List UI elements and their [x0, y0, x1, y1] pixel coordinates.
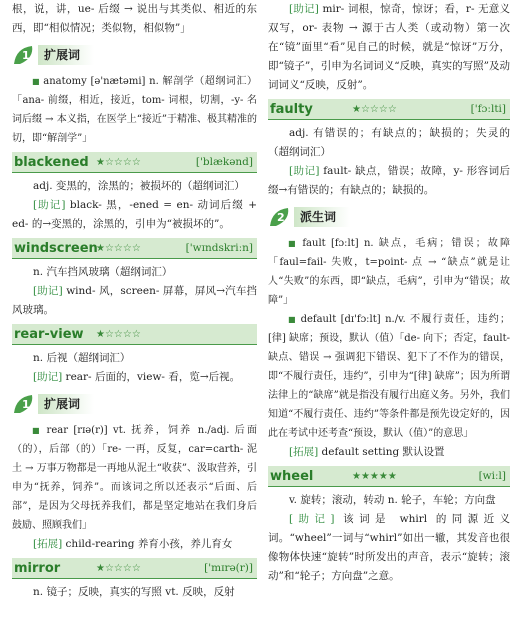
entry-anatomy: ■ anatomy [ə'nætəmi] n. 解剖学（超纲词汇）「ana- 前缀，相近，接近，tom- 词根，切割，-y- 名词后缀 → 本义指，在医学上“接近”于精准、极其精准的切，即“解剖学”」	[12, 76, 257, 144]
headword: wheel	[270, 468, 314, 484]
frequency-stars: ★★★★★	[352, 470, 397, 482]
note-windscreen: [助记] wind- 风，screen- 屏幕，屏风→汽车挡风玻璃。	[12, 285, 257, 316]
section-extended-words-2	[12, 391, 257, 417]
frequency-stars: ★☆☆☆☆	[96, 156, 141, 168]
section-derived-words	[268, 204, 510, 230]
phonetic: ['blækənd]	[195, 156, 253, 168]
headword-bar-rear-view	[12, 324, 257, 345]
note-tag: [助记]	[289, 3, 319, 15]
bullet-icon: ■	[288, 239, 303, 248]
frequency-stars: ★☆☆☆☆	[96, 562, 141, 574]
phonetic: ['fɔːlti]	[470, 103, 506, 115]
headword-bar-wheel	[268, 466, 510, 487]
note-rear-view: [助记] rear- 后面的，view- 看，览→后视。	[33, 371, 241, 383]
headword: mirror	[14, 560, 61, 576]
note-tag: [助记]	[33, 285, 63, 297]
definition-rear-view: n. 后视（超纲词汇）	[33, 352, 131, 364]
section-number-badge	[12, 393, 38, 415]
ext-default: [拓展] default setting 默认设置	[289, 446, 445, 458]
note-tag: [助记]	[289, 513, 335, 525]
bullet-icon: ■	[32, 426, 47, 435]
note-tag: [助记]	[289, 165, 320, 177]
section-label: 扩展词	[38, 394, 94, 414]
headword: rear-view	[14, 326, 84, 342]
frequency-stars: ★☆☆☆☆	[96, 242, 141, 254]
headword: blackened	[14, 154, 89, 170]
section-number-badge	[268, 206, 294, 228]
note-blackened: [助记] black- 黑，-ened = en- 动词后缀 + ed- 的→变黑的，涂黑的，引申为“被损坏的”。	[12, 199, 257, 230]
svg-text:1: 1	[22, 49, 30, 62]
section-extended-words	[12, 42, 257, 68]
note-tag: [助记]	[33, 199, 66, 211]
phonetic: [wiːl]	[478, 470, 506, 482]
entry-rear: ■ rear [rɪə(r)] vt. 抚养，饲养 n./adj. 后面（的），后部（的）「re- 一再，反复，car=carth- 泥土 → 万事万物都是一再地从泥土“收获”、汲取营养，引申为“抚养，饲养”。而该词之所以还表示“后面、后部”，是因为父母抚养我们，都是坚定地站在我们身后鼓励、照顾我们」	[12, 425, 258, 531]
headword-bar-blackened	[12, 152, 257, 173]
section-number-badge	[12, 44, 38, 66]
entry-default: ■ default [dɪ'fɔːlt] n./v. 不履行责任，违约；[律] 缺席；预设，默认（值）「de- 向下；否定，fault- 缺点、错误 → 强调犯下错误、犯下了不作为的错误，即“不履行责任，违约”，引申为“[律] 缺席”；因为所谓法律上的“缺席”就是指没有履行出庭义务。另外，我们知道“不履行责任、违约”等条件都是预先设定好的，因此在考试中还考查“预设，默认（值）”的意思」	[268, 314, 510, 439]
right-column	[268, 0, 510, 586]
bullet-icon: ■	[288, 315, 301, 324]
headword-bar-windscreen	[12, 238, 257, 259]
definition-mirror: n. 镜子；反映，真实的写照 vt. 反映，反射	[33, 586, 235, 598]
frequency-stars: ★☆☆☆☆	[352, 103, 397, 115]
phonetic: ['mɪrə(r)]	[204, 562, 253, 574]
definition-wheel: v. 旋转；滚动，转动 n. 轮子，车轮；方向盘	[289, 494, 496, 506]
ext-rear: [拓展] child-rearing 养育小孩，养儿育女	[33, 538, 233, 550]
headword-bar-faulty	[268, 99, 510, 120]
note-wheel: [助记] 该词是 whirl 的同源近义词。“wheel”一词与“whirl”如出一辙，其发音也很像物体快速“旋转”时所发出的声音，表示“旋转；滚动”和“轮子；方向盘”之意。	[268, 513, 510, 582]
svg-text:2: 2	[277, 211, 285, 224]
left-column	[12, 0, 257, 602]
frequency-stars: ★☆☆☆☆	[96, 328, 141, 340]
definition-blackened: adj. 变黑的，涂黑的；被损坏的（超纲词汇）	[33, 180, 245, 192]
definition-faulty: adj. 有错误的；有缺点的；缺损的；失灵的（超纲词汇）	[268, 127, 510, 158]
note-mirror: [助记] mir- 词根，惊奇，惊讶；看，r- 无意义双写，or- 表物 → 源于古人类（或动物）第一次在“镜”面里“看”见自己的时候，就是“惊讶”万分，即“镜子”，引申为名词词义“反映，真实的写照”及动词词义“反映，反射”。	[268, 3, 511, 91]
section-label: 扩展词	[38, 45, 94, 65]
headword: windscreen	[14, 240, 98, 256]
phonetic: ['wɪndskriːn]	[185, 242, 253, 254]
section-label: 派生词	[294, 207, 350, 227]
definition-windscreen: n. 汽车挡风玻璃（超纲词汇）	[33, 266, 173, 278]
headword: faulty	[270, 101, 313, 117]
svg-text:1: 1	[22, 398, 30, 411]
bullet-icon: ■	[32, 77, 44, 86]
entry-fault: ■ fault [fɔːlt] n. 缺点，毛病；错误；故障「faul=fail- 失败，t=point- 点 → “缺点”就是让人“失败”的东西，即“缺点，毛病”，引申为“错误；故障”」	[268, 238, 510, 306]
ext-tag: [拓展]	[289, 446, 319, 458]
ext-tag: [拓展]	[33, 538, 63, 550]
intro-text: 根，说，讲，ue- 后缀 → 说出与其类似、相近的东西，即“相似情况；类似物，相似物”」	[12, 3, 257, 34]
note-faulty: [助记] fault- 缺点，错误；故障，y- 形容词后缀→有错误的；有缺点的；缺损的。	[268, 165, 510, 196]
headword-bar-mirror	[12, 558, 257, 579]
note-tag: [助记]	[33, 371, 63, 383]
